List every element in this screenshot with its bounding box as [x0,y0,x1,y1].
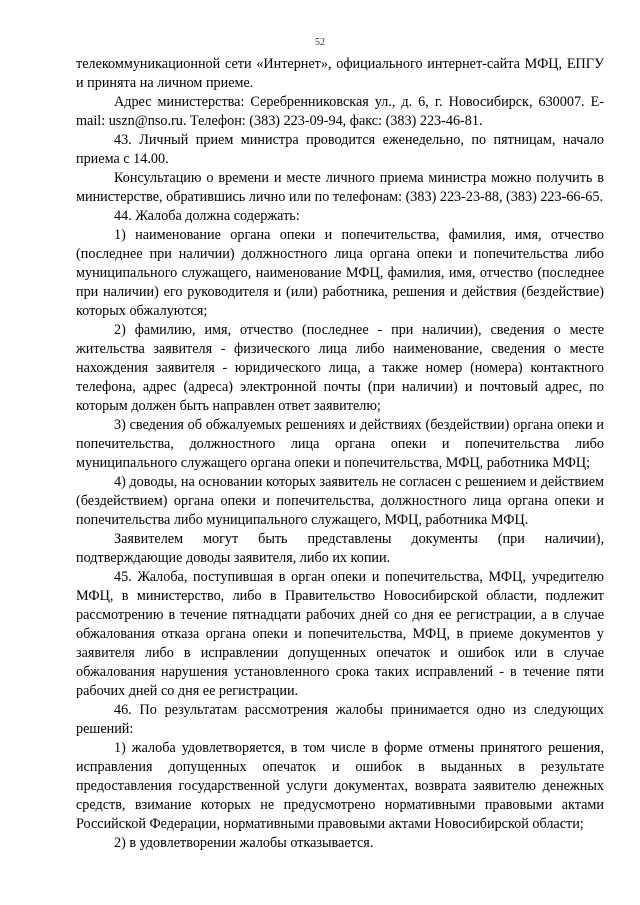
paragraph: 46. По результатам рассмотрения жалобы принимается одно из следующих решений: [76,702,604,737]
paragraph: 44. Жалоба должна содержать: [114,208,300,224]
document-body [76,55,604,853]
paragraph: телекоммуникационной сети «Интернет», официального интернет-сайта МФЦ, ЕПГУ и принята на личном приеме. [76,56,604,91]
paragraph: 1) наименование органа опеки и попечительства, фамилия, имя, отчество (последнее при наличии) должностного лица органа опеки и попечительства либо муниципального служащего, наименование МФЦ, фамилия, имя, отчество (последнее при наличии) его руководителя и (или) работника, решения и действия (бездействие) которых обжалуются; [76,227,604,319]
page-number: 52 [315,37,325,48]
paragraph: Консультацию о времени и месте личного приема министра можно получить в министерстве, обратившись лично или по телефонам: (383) 223-23-88, (383) 223-66-65. [76,170,604,205]
paragraph: 3) сведения об обжалуемых решениях и действиях (бездействии) органа опеки и попечительства, должностного лица органа опеки и попечительства либо муниципального служащего органа опеки и попечительства, МФЦ, работника МФЦ; [76,417,604,471]
paragraph: 2) фамилию, имя, отчество (последнее - при наличии), сведения о месте жительства заявителя - физического лица либо наименование, сведения о месте нахождения заявителя - юридического лица, а также номер (номера) контактного телефона, адрес (адреса) электронной почты (при наличии) и почтовый адрес, по которым должен быть направлен ответ заявителю; [76,322,604,414]
paragraph: 1) жалоба удовлетворяется, в том числе в форме отмены принятого решения, исправления допущенных опечаток и ошибок в выданных в результате предоставления государственной услуги документах, возврата заявителю денежных средств, взимание которых не предусмотрено нормативными правовыми актами Российской Федерации, нормативными правовыми актами Новосибирской области; [76,740,604,832]
paragraph: 45. Жалоба, поступившая в орган опеки и попечительства, МФЦ, учредителю МФЦ, в министерство, либо в Правительство Новосибирской области, подлежит рассмотрению в течение пятнадцати рабочих дней со дня ее регистрации, а в случае обжалования отказа органа опеки и попечительства, МФЦ, в приеме документов у заявителя либо в исправлении допущенных опечаток и ошибок или в случае обжалования нарушения установленного срока таких исправлений - в течение пяти рабочих дней со дня ее регистрации. [76,569,604,699]
paragraph: Адрес министерства: Серебренниковская ул., д. 6, г. Новосибирск, 630007. E-mail: uszn@nso.ru. Телефон: (383) 223-09-94, факс: (383) 223-46-81. [76,94,604,129]
paragraph: Заявителем могут быть представлены документы (при наличии), подтверждающие доводы заявителя, либо их копии. [76,531,604,566]
paragraph: 2) в удовлетворении жалобы отказывается. [114,835,374,851]
paragraph: 4) доводы, на основании которых заявитель не согласен с решением и действием (бездействием) органа опеки и попечительства, должностного лица органа опеки и попечительства либо муниципального служащего, МФЦ, работника МФЦ. [76,474,604,528]
paragraph: 43. Личный прием министра проводится еженедельно, по пятницам, начало приема с 14.00. [76,132,604,167]
